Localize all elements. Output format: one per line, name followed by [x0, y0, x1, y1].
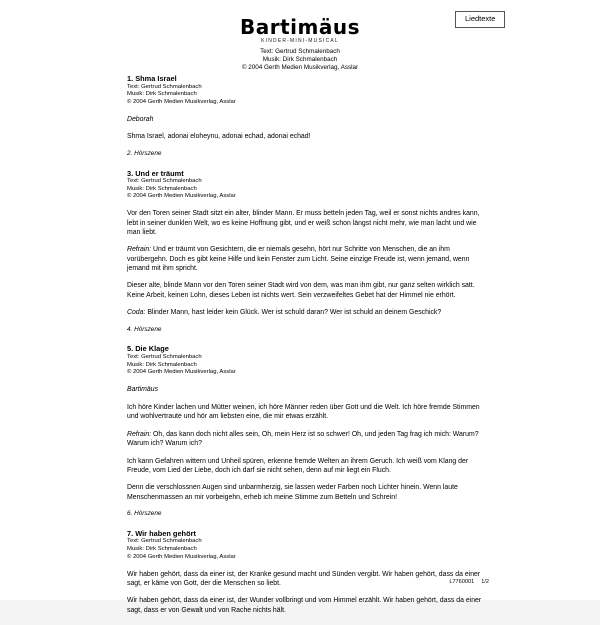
- footer-page-number: 1/2: [481, 579, 489, 585]
- lyric-paragraph: Wir haben gehört, dass da einer ist, der Kranke gesund macht und Sünden vergibt. Wir haben gehört, dass da einer sagt, er käme von Gott, der die Menschen so liebt.: [127, 570, 481, 587]
- header-credits: [0, 48, 600, 73]
- header-credit-copyright: © 2004 Gerth Medien Musikverlag, Asslar: [241, 64, 359, 72]
- liedtexte-badge: Liedtexte: [455, 11, 505, 28]
- song-title: 3. Und er träumt: [127, 168, 184, 178]
- page-header: [0, 17, 600, 73]
- lyric-paragraph: Wir haben gehört, dass da einer ist, der Wunder vollbringt und vom Himmel erzählt. Wir haben gehört, dass da einer sagt, dass er von Gewalt und von Rache nichts hält.: [127, 597, 482, 614]
- lyric-paragraph: Vor den Toren seiner Stadt sitzt ein alter, blinder Mann. Er muss betteln jeden Tag, weil er sonst nichts andres kann, lebt in seiner dunklen Welt, wo es keine Hoffnung gibt, und er weiß schon längst nicht mehr, wie man lacht und wie man liebt.: [127, 210, 480, 236]
- footer-catalog-number: L7760001: [449, 579, 475, 585]
- header-credit-text: Text: Gertrud Schmalenbach: [260, 48, 340, 55]
- song-section: [127, 344, 485, 518]
- song-credit-line: © 2004 Gerth Medien Musikverlag, Asslar: [127, 369, 236, 376]
- musical-logo: Bartimäus: [240, 15, 360, 39]
- song-credit-line: Musik: Dirk Schmalenbach: [127, 545, 197, 552]
- lyric-paragraph: Dieser alte, blinde Mann vor den Toren seiner Stadt wird von dem, was man ihm gibt, nur ganz selten wirklich satt. Keine Arbeit, keinen Lohn, dieses Leben ist nichts wert. Sein verzweifeltes Gebet hat der Himmel nie erhört.: [127, 282, 475, 299]
- scene-marker: 6. Hörszene: [127, 510, 162, 518]
- scene-marker: 2. Hörszene: [127, 150, 162, 158]
- lyric-paragraph: Denn die verschlossnen Augen sind unbarmherzig, sie lassen weder Farben noch Lichter hinein. Wenn laute Menschenmassen an mir vorbeigehn, erheb ich meine Stimme zum Betteln und Schrein!: [127, 484, 458, 501]
- character-name: Bartimäus: [127, 386, 159, 394]
- lyric-paragraph: Refrain: Und er träumt von Gesichtern, die er niemals gesehn, hört nur Schritte von Menschen, die an ihm vorübergehn. Doch es gibt keine Hilfe und kein Fenster zum Licht. Seine einzige Freude ist, wenn jemand, wenn jemand mit ihm spricht.: [127, 246, 470, 272]
- song-credit-line: © 2004 Gerth Medien Musikverlag, Asslar: [127, 553, 236, 560]
- lyric-prefix: Refrain:: [127, 246, 154, 254]
- songs: [127, 74, 485, 625]
- header-credit-music: Musik: Dirk Schmalenbach: [262, 56, 338, 64]
- song-credit-line: Musik: Dirk Schmalenbach: [127, 185, 197, 192]
- lyric-paragraph: Coda: Blinder Mann, hast leider kein Glück. Wer ist schuld daran? Wer ist schuld an deinem Geschick?: [127, 309, 442, 317]
- song-credit-line: Text: Gertrud Schmalenbach: [127, 83, 202, 90]
- song-credit-line: Text: Gertrud Schmalenbach: [127, 354, 202, 361]
- musical-logo-subtitle: KINDER-MINI-MUSICAL: [261, 38, 339, 44]
- song-credit-line: © 2004 Gerth Medien Musikverlag, Asslar: [127, 98, 236, 105]
- song-credit-line: Text: Gertrud Schmalenbach: [127, 178, 202, 185]
- lyric-paragraph: Ich kann Gefahren wittern und Unheil spüren, erkenne fremde Welten an ihrem Geruch. Ich weiß vom Klang der Freude, vom Lied der Liebe, doch ich darf sie nicht sehen, denn auf mir liegt ein Fluch.: [127, 457, 469, 474]
- lyric-paragraph: Ich höre Kinder lachen und Mütter weinen, ich höre Männer reden über Gott und die Welt. Ich höre fremde Stimmen und wohlvertraute und hör am liebsten eine, die mir etwas erzählt.: [127, 403, 480, 421]
- song-title: 1. Shma Israel: [127, 74, 177, 83]
- lyric-prefix: Coda:: [127, 309, 148, 317]
- song-section: [127, 169, 485, 335]
- song-section: [127, 74, 485, 159]
- song-credit-line: © 2004 Gerth Medien Musikverlag, Asslar: [127, 193, 236, 200]
- song-credit-line: Text: Gertrud Schmalenbach: [127, 538, 202, 545]
- lyric-prefix: Refrain:: [127, 430, 154, 438]
- scene-marker: 4. Hörszene: [127, 325, 162, 333]
- song-title: 7. Wir haben gehört: [127, 528, 196, 538]
- song-section: [127, 529, 485, 615]
- song-title: 5. Die Klage: [127, 344, 169, 354]
- lyric-paragraph: Shma Israel, adonai eloheynu, adonai echad, adonai echad!: [127, 133, 311, 141]
- lyric-paragraph: Refrain: Oh, das kann doch nicht alles sein, Oh, mein Herz ist so schwer! Oh, und jeden Tag frag ich mich: Warum? Warum ich? Warum ich?: [127, 430, 479, 447]
- page-footer: [0, 579, 489, 585]
- character-name: Deborah: [127, 115, 154, 123]
- song-credit-line: Musik: Dirk Schmalenbach: [127, 91, 197, 98]
- song-credit-line: Musik: Dirk Schmalenbach: [127, 361, 197, 368]
